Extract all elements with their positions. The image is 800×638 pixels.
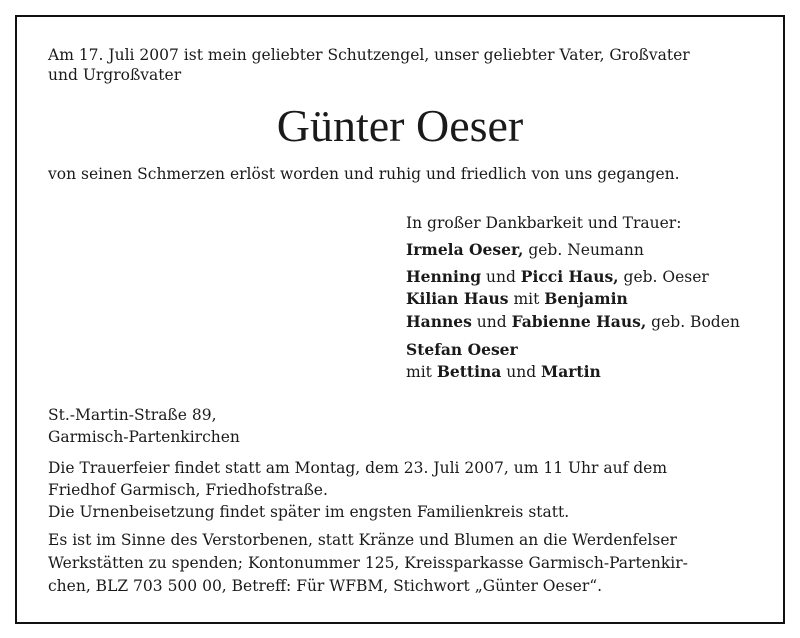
ceremony-line-3: Die Urnenbeisetzung findet später im engsten Familienkreis statt. — [48, 503, 570, 521]
mourner-line-1: Irmela Oeser, geb. Neumann — [406, 240, 644, 259]
mourner-line-5: Stefan Oeser — [406, 340, 518, 359]
donation-line-2: Werkstätten zu spenden; Kontonummer 125, Kreissparkasse Garmisch-Partenkir- — [48, 554, 688, 572]
ceremony-line-2: Friedhof Garmisch, Friedhofstraße. — [48, 481, 328, 499]
obituary-notice — [15, 15, 785, 624]
mourners-heading: In großer Dankbarkeit und Trauer: — [406, 214, 682, 232]
mourner-line-4: Hannes und Fabienne Haus, geb. Boden — [406, 312, 740, 331]
deceased-name: Günter Oeser — [276, 100, 524, 151]
address-street: St.-Martin-Straße 89, — [48, 406, 217, 424]
donation-line-1: Es ist im Sinne des Verstorbenen, statt Kränze und Blumen an die Werdenfelser — [48, 531, 677, 549]
mourner-line-2: Henning und Picci Haus, geb. Oeser — [406, 267, 709, 286]
intro-line-1: Am 17. Juli 2007 ist mein geliebter Schutzengel, unser geliebter Vater, Großvater — [48, 46, 690, 64]
donation-line-3: chen, BLZ 703 500 00, Betreff: Für WFBM, Stichwort „Günter Oeser“. — [48, 577, 603, 595]
mourner-line-3: Kilian Haus mit Benjamin — [406, 289, 628, 308]
intro-line-2: und Urgroßvater — [48, 66, 182, 84]
ceremony-line-1: Die Trauerfeier findet statt am Montag, dem 23. Juli 2007, um 11 Uhr auf dem — [48, 459, 668, 477]
address-city: Garmisch-Partenkirchen — [48, 428, 240, 446]
mourner-line-6: mit Bettina und Martin — [406, 362, 601, 381]
passing-line: von seinen Schmerzen erlöst worden und ruhig und friedlich von uns gegangen. — [48, 165, 680, 183]
